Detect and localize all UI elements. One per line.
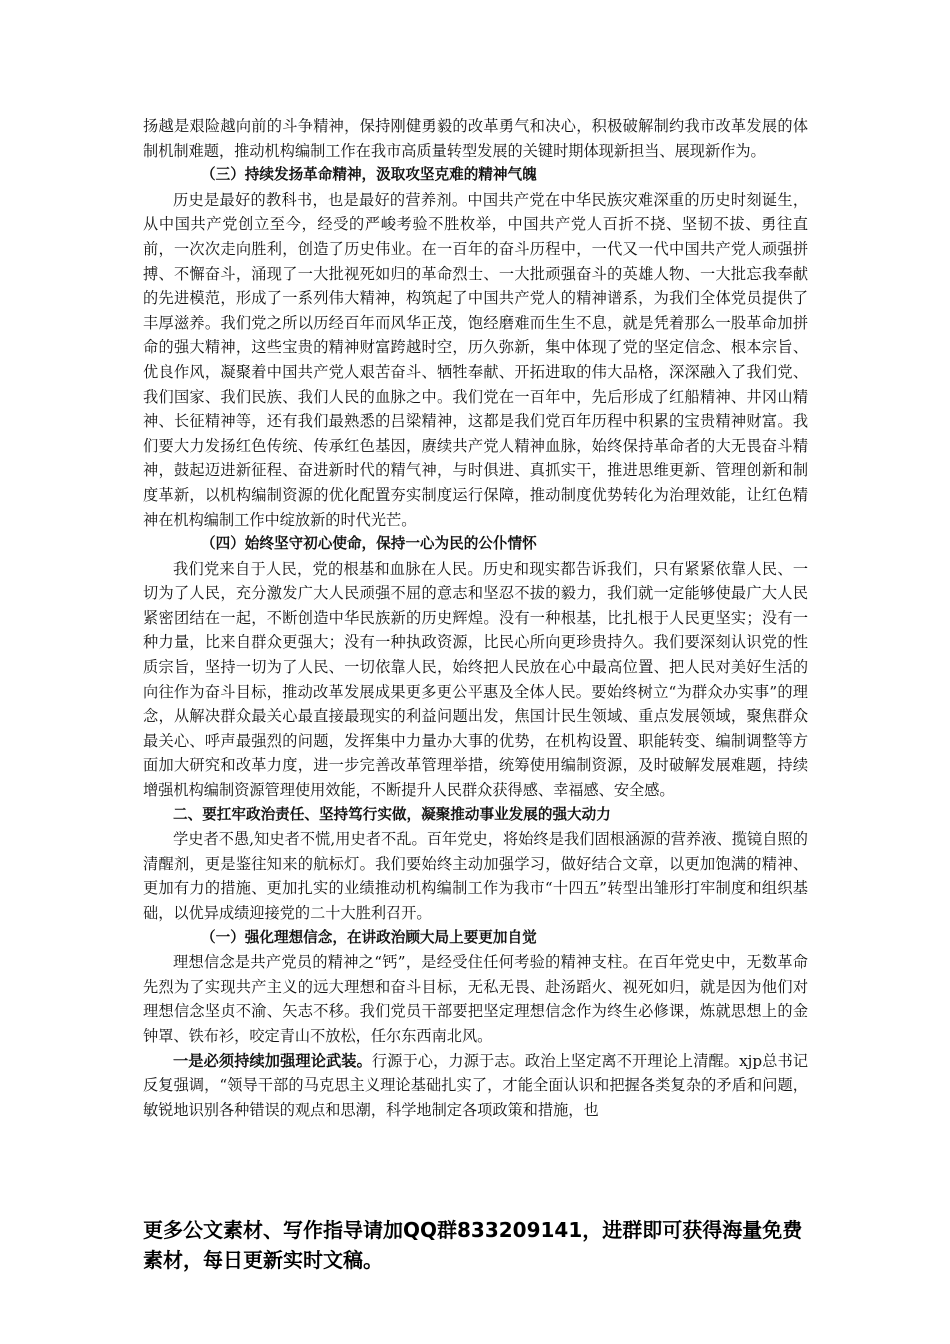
section-heading-4: （四）始终坚守初心使命，保持一心为民的公仆情怀 xyxy=(201,535,537,553)
section-heading-1: （一）强化理想信念，在讲政治顾大局上要更加自觉 xyxy=(201,928,537,946)
document-body xyxy=(143,114,808,1122)
section-heading-two: 二、要扛牢政治责任、坚持笃行实做，凝聚推动事业发展的强大动力 xyxy=(173,805,611,823)
paragraph-theory xyxy=(143,1049,808,1123)
paragraph-theory-lead: 一是必须持续加强理论武装。 xyxy=(173,1051,372,1070)
footer-advertisement: 更多公文素材、写作指导请加QQ群833209141，进群即可获得海量免费素材，每日更新实时文稿。 xyxy=(143,1218,803,1272)
section-heading-3: （三）持续发扬革命精神，汲取攻坚克难的精神气魄 xyxy=(201,166,537,184)
paragraph-revolution-spirit: 历史是最好的教科书，也是最好的营养剂。中国共产党在中华民族灾难深重的历史时刻诞生，从中国共产党创立至今，经受的严峻考验不胜枚举，中国共产党人百折不挠、坚韧不拔、勇往直前，一次次走向胜利，创造了历史伟业。在一百年的奋斗历程中，一代又一代中国共产党人顽强拼搏、不懈奋斗，涌现了一大批视死如归的革命烈士、一大批顽强奋斗的英雄人物、一大批忘我奉献的先进模范，形成了一系列伟大精神，构筑起了中国共产党人的精神谱系，为我们全体党员提供了丰厚滋养。我们党之所以历经百年而风华正茂，饱经磨难而生生不息，就是凭着那么一股革命加拼命的强大精神，这些宝贵的精神财富跨越时空，历久弥新，集中体现了党的坚定信念、根本宗旨、优良作风，凝聚着中国共产党人艰苦奋斗、牺牲奉献、开拓进取的伟大品格，深深融入了我们党、我们国家、我们民族、我们人民的血脉之中。我们党在一百年中，先后形成了红船精神、井冈山精神、长征精神等，还有我们最熟悉的吕梁精神，这都是我们党百年历程中积累的宝贵精神财富。我们要大力发扬红色传统、传承红色基因，赓续共产党人精神血脉，始终保持革命者的大无畏奋斗精神，鼓起迈进新征程、奋进新时代的精气神，与时俱进、真抓实干，推进思维更新、管理创新和制度革新，以机构编制资源的优化配置夯实制度运行保障，推动制度优势转化为治理效能，让红色精神在机构编制工作中绽放新的时代光芒。 xyxy=(143,190,808,529)
paragraph-continuation: 扬越是艰险越向前的斗争精神，保持刚健勇毅的改革勇气和决心，积极破解制约我市改革发展的体制机制难题，推动机构编制工作在我市高质量转型发展的关键时期体现新担当、展现新作为。 xyxy=(143,117,808,160)
paragraph-learn-history: 学史者不愚,知史者不慌,用史者不乱。百年党史，将始终是我们固根涵源的营养液、揽镜自照的清醒剂，更是鉴往知来的航标灯。我们要始终主动加强学习，做好结合文章，以更加饱满的精神、更加有力的措施、更加扎实的业绩推动机构编制工作为我市“十四五”转型出雏形打牢制度和组织基础，以优异成绩迎接党的二十大胜利召开。 xyxy=(143,830,808,922)
paragraph-ideals: 理想信念是共产党员的精神之“钙”，是经受住任何考验的精神支柱。在百年党史中，无数革命先烈为了实现共产主义的远大理想和奋斗目标，无私无畏、赴汤蹈火、视死如归，就是因为他们对理想信念坚贞不渝、矢志不移。我们党员干部要把坚定理想信念作为终生必修课，炼就思想上的金钟罩、铁布衫，咬定青山不放松，任尔东西南北风。 xyxy=(143,953,808,1045)
paragraph-theory-text: 行源于心，力源于志。政治上坚定离不开理论上清醒。xjp总书记反复强调，“领导干部的马克思主义理论基础扎实了，才能全面认识和把握各类复杂的矛盾和问题，敏锐地识别各种错误的观点和思潮，科学地制定各项政策和措施，也 xyxy=(143,1051,809,1119)
paragraph-serve-people: 我们党来自于人民，党的根基和血脉在人民。历史和现实都告诉我们，只有紧紧依靠人民、一切为了人民，充分激发广大人民顽强不屈的意志和坚忍不拔的毅力，我们就一定能够使最广大人民紧密团结在一起，不断创造中华民族新的历史辉煌。没有一种根基，比扎根于人民更坚实；没有一种力量，比来自群众更强大；没有一种执政资源，比民心所向更珍贵持久。我们要深刻认识党的性质宗旨，坚持一切为了人民、一切依靠人民，始终把人民放在心中最高位置、把人民对美好生活的向往作为奋斗目标，推动改革发展成果更多更公平惠及全体人民。要始终树立“为群众办实事”的理念，从解决群众最关心最直接最现实的利益问题出发，焦国计民生领域、重点发展领域，聚焦群众最关心、呼声最强烈的问题，发挥集中力量办大事的优势，在机构设置、职能转变、编制调整等方面加大研究和改革力度，进一步完善改革管理举措，统筹使用编制资源，及时破解发展难题，持续增强机构编制资源管理使用效能，不断提升人民群众获得感、幸福感、安全感。 xyxy=(143,559,808,800)
